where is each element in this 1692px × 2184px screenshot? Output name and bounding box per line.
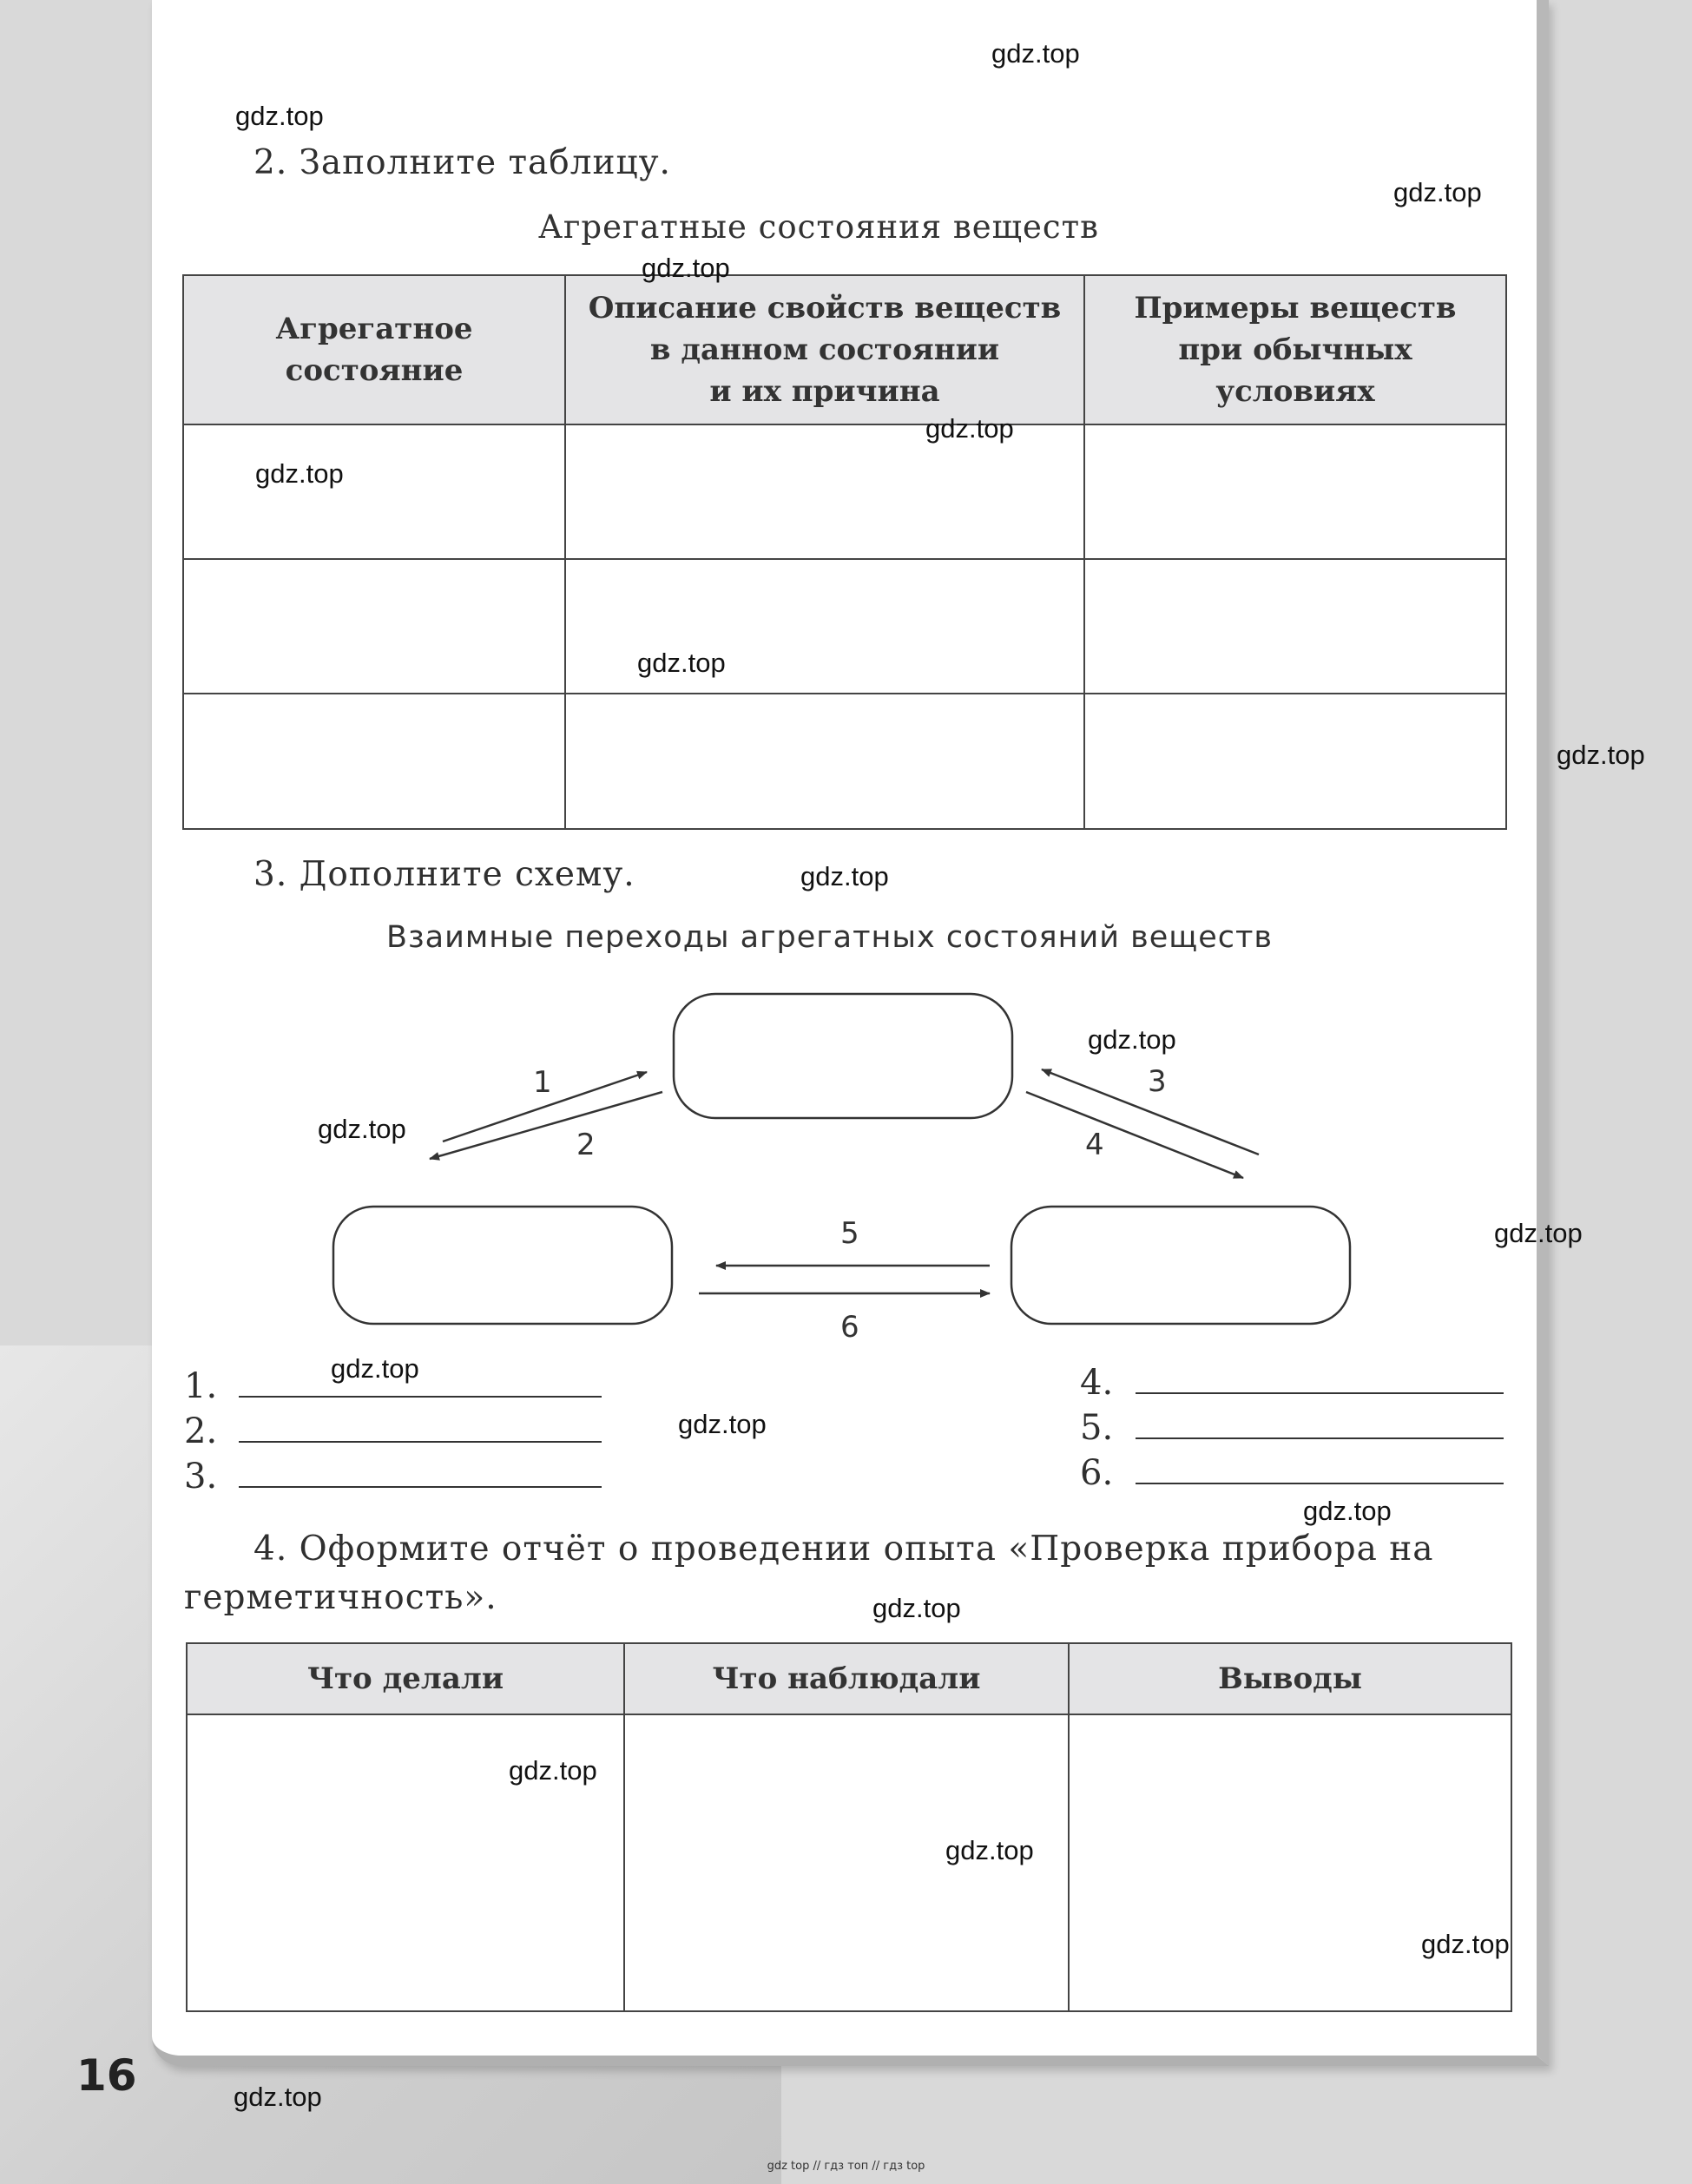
task3-scheme-caption: Взаимные переходы агрегатных состояний веществ	[386, 920, 1273, 955]
answer-line-5[interactable]	[1136, 1437, 1504, 1439]
arrow-label-1: 1	[533, 1065, 552, 1100]
answer-number-4: 4.	[1080, 1363, 1114, 1403]
task2-instruction: 2. Заполните таблицу.	[253, 143, 671, 182]
watermark: gdz.top	[1088, 1024, 1176, 1055]
watermark: gdz.top	[872, 1593, 961, 1623]
answer-number-6: 6.	[1080, 1453, 1114, 1493]
watermark: gdz.top	[1393, 177, 1482, 207]
header-state: Агрегатное состояние	[183, 275, 565, 424]
answer-cell[interactable]	[1069, 1714, 1511, 2011]
answer-number-1: 1.	[184, 1366, 218, 1406]
left-state-box[interactable]	[333, 1207, 672, 1324]
arrow-label-5: 5	[840, 1216, 859, 1251]
watermark: gdz.top	[234, 2082, 322, 2112]
watermark: gdz.top	[642, 253, 730, 283]
watermark: gdz.top	[925, 413, 1014, 444]
watermark: gdz.top	[1557, 740, 1645, 770]
answer-number-3: 3.	[184, 1457, 218, 1497]
watermark: gdz.top	[318, 1114, 406, 1144]
header-examples: Примеры веществ при обычных условиях	[1084, 275, 1506, 424]
watermark: gdz.top	[509, 1755, 597, 1786]
header-conclusions: Выводы	[1069, 1643, 1511, 1714]
arrow-2	[430, 1092, 662, 1159]
task2-table-caption: Агрегатные состояния веществ	[538, 208, 1099, 246]
answer-line-1[interactable]	[239, 1396, 602, 1398]
top-state-box[interactable]	[674, 994, 1012, 1118]
watermark: gdz.top	[255, 458, 344, 489]
arrow-label-3: 3	[1148, 1064, 1167, 1099]
watermark: gdz.top	[331, 1353, 419, 1384]
watermark: gdz.top	[1303, 1496, 1392, 1526]
watermark: gdz.top	[991, 38, 1080, 69]
arrow-label-2: 2	[576, 1128, 596, 1162]
watermark: gdz.top	[800, 861, 889, 891]
report-table-header-row	[187, 1643, 1511, 1714]
answer-line-3[interactable]	[239, 1486, 602, 1488]
watermark: gdz.top	[235, 101, 324, 131]
table-row	[187, 1714, 1511, 2011]
watermark: gdz.top	[1494, 1218, 1583, 1248]
answer-line-4[interactable]	[1136, 1392, 1504, 1394]
header-what-observed: Что наблюдали	[624, 1643, 1069, 1714]
answer-line-6[interactable]	[1136, 1483, 1504, 1484]
header-what-did: Что делали	[187, 1643, 624, 1714]
answer-number-2: 2.	[184, 1411, 218, 1451]
experiment-report-table	[186, 1642, 1512, 2012]
arrow-label-6: 6	[840, 1310, 859, 1345]
page-number: 16	[76, 2050, 137, 2101]
watermark: gdz.top	[678, 1409, 767, 1439]
task4-instruction-line1: 4. Оформите отчёт о проведении опыта «Проверка прибора на	[253, 1529, 1434, 1569]
arrow-label-4: 4	[1085, 1128, 1104, 1162]
task3-instruction: 3. Дополните схему.	[253, 855, 635, 894]
watermark: gdz.top	[945, 1835, 1034, 1865]
answer-number-5: 5.	[1080, 1408, 1114, 1448]
right-state-box[interactable]	[1011, 1207, 1350, 1324]
task4-instruction-line2: герметичность».	[184, 1578, 497, 1617]
bottom-banner: gdz top // гдз топ // гдз top	[767, 2160, 925, 2173]
header-description: Описание свойств веществ в данном состоянии и их причина	[565, 275, 1084, 424]
answer-line-2[interactable]	[239, 1441, 602, 1443]
watermark: gdz.top	[637, 648, 726, 678]
watermark: gdz.top	[1421, 1929, 1510, 1959]
